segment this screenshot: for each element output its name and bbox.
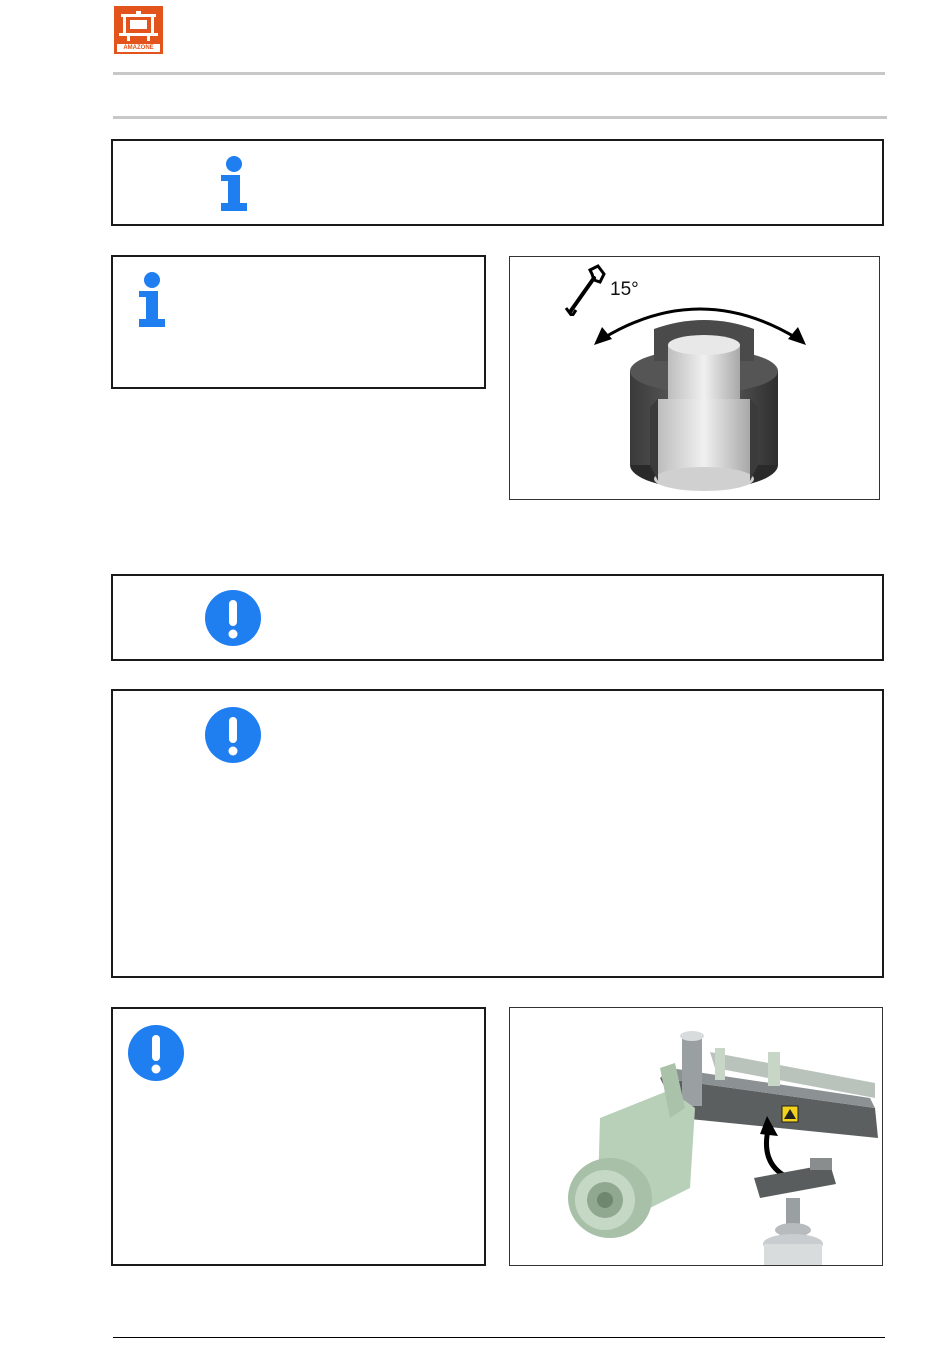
- info-icon: [137, 272, 167, 328]
- angle-label: 15°: [610, 279, 639, 300]
- amazone-logo: [114, 6, 163, 54]
- info-note-box-2: [111, 255, 486, 389]
- info-note-box-1: [111, 139, 884, 226]
- axle-jack-illustration: [510, 1008, 883, 1266]
- figure-axle-jack: [509, 1007, 883, 1266]
- header-rule-top: [113, 72, 885, 75]
- exclamation-icon: [128, 1025, 184, 1081]
- exclamation-icon: [205, 590, 261, 646]
- exclamation-icon: [205, 707, 261, 763]
- footer-rule: [113, 1337, 885, 1338]
- info-icon: [219, 156, 249, 212]
- warning-label-icon: [782, 1106, 798, 1122]
- figure-nut-cap: [509, 256, 880, 500]
- nut-cap-illustration: [628, 315, 780, 493]
- important-note-box-1: [111, 574, 884, 661]
- important-note-box-2: [111, 689, 884, 978]
- important-note-box-3: [111, 1007, 486, 1266]
- header-rule-bottom: [113, 116, 887, 119]
- logo-text: AMAZONE: [123, 45, 154, 51]
